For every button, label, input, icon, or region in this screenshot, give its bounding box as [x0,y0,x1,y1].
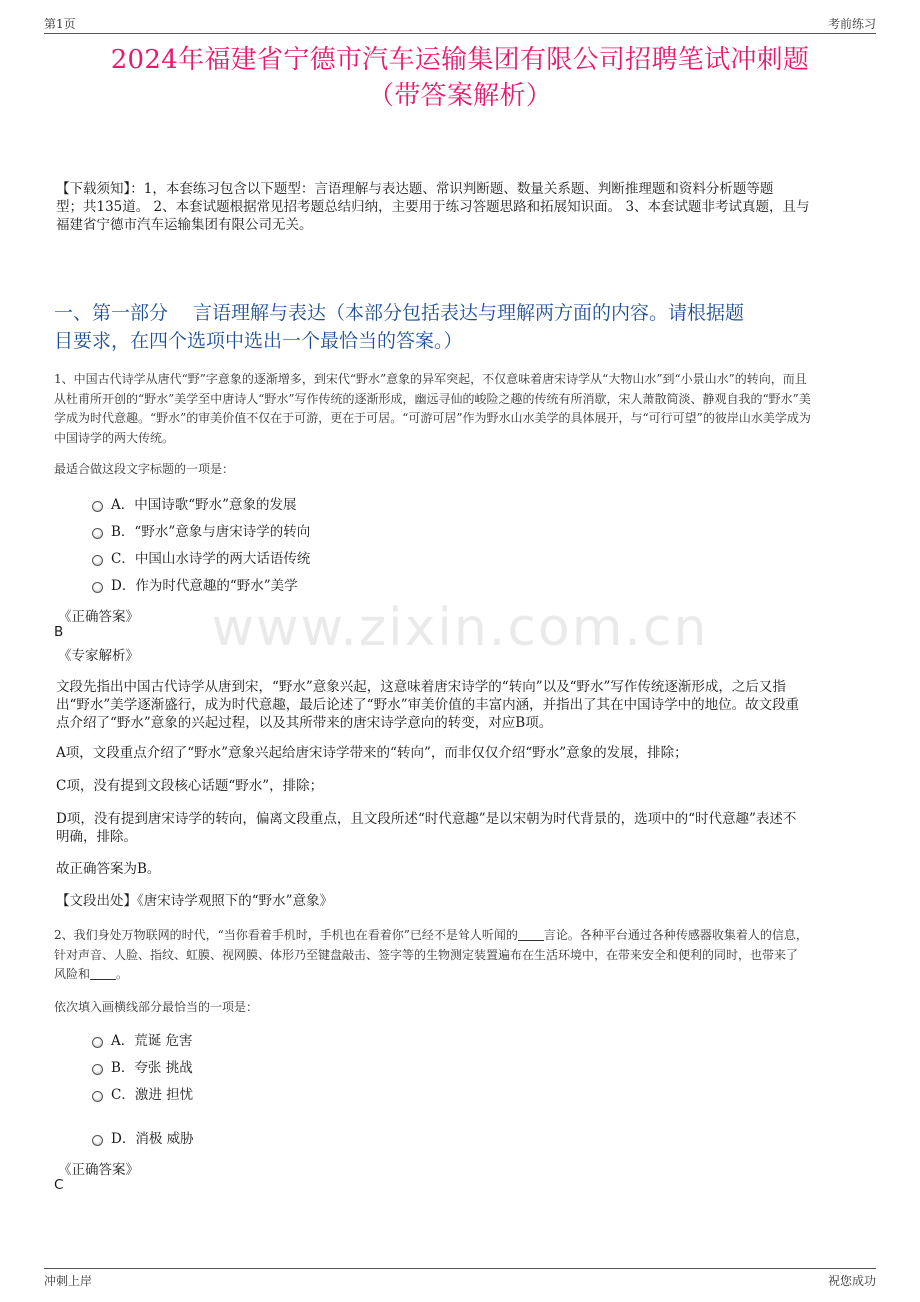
note-line: D项，没有提到唐宋诗学的转向，偏离文段重点，且文段所述“时代意趣”是以宋朝为时代背景的，选项中的“时代意趣”表述不 [56,811,797,827]
header-label: 考前练习 [827,17,876,31]
footer-left-label: 冲刺上岸 [44,1274,93,1288]
passage-text: 。 [116,967,129,981]
document-title: 2024年福建省宁德市汽车运输集团有限公司招聘笔试冲刺题 [110,45,810,75]
notice-line: 型；共135道。 2、本套试题根据常见招考题总结归纳，主要用于练习答题思路和拓展知识面。 3、本套试题非考试真题，且与 [56,199,810,215]
q1-option-d[interactable] [92,576,298,596]
q2-option-c[interactable] [92,1085,193,1105]
passage-text: 风险和 [54,967,91,981]
radio-icon[interactable] [92,528,103,539]
option-label: C．激进 担忧 [111,1087,194,1103]
passage-line [54,926,874,946]
radio-icon[interactable] [92,1037,103,1048]
passage-line: 1、中国古代诗学从唐代“野”字意象的逐渐增多，到宋代“野水”意象的异军突起，不仅意味着唐宋诗学从“大物山水”到“小景山水”的转向，而且 [54,372,807,386]
q1-option-a[interactable] [92,495,297,515]
radio-icon[interactable] [92,555,103,566]
radio-icon[interactable] [92,1064,103,1075]
option-label: B．“野水”意象与唐宋诗学的转向 [111,524,311,540]
q2-option-d[interactable] [92,1129,194,1149]
q1-note-c: C项，没有提到文段核心话题“野水”，排除； [56,778,324,794]
section-heading-line: 目要求，在四个选项中选出一个最恰当的答案。） [54,330,463,352]
passage-text: 言论。各种平台通过各种传感器收集着人的信息， [543,928,808,942]
q1-analysis-label: 《专家解析》 [58,648,139,664]
section-heading [54,299,744,355]
option-label: C．中国山水诗学的两大话语传统 [111,551,311,567]
analysis-line: 出“野水”美学逐渐盛行，成为时代意趣，最后论述了“野水”审美价值的丰富内涵，并指出了其在中国诗学中的地位。故文段重 [56,697,800,713]
option-label: A．中国诗歌“野水”意象的发展 [111,497,297,513]
download-notice [56,180,810,234]
analysis-line: 文段先指出中国古代诗学从唐到宋，“野水”意象兴起，这意味着唐宋诗学的“转向”以及“野水”写作传统逐渐形成，之后又指 [56,679,786,695]
q1-option-b[interactable] [92,522,310,542]
q2-answer: C [54,1177,64,1193]
radio-icon[interactable] [92,1135,103,1146]
q1-option-c[interactable] [92,549,310,569]
q1-note-d [56,810,796,846]
passage-line: 针对声音、人脸、指纹、虹膜、视网膜、体形乃至键盘敲击、签字等的生物测定装置遍布在生活环境中，在带来安全和便利的同时，也带来了 [54,947,799,962]
section-heading-line: 一、第一部分 言语理解与表达（本部分包括表达与理解两方面的内容。请根据题 [54,302,745,324]
q1-note-a: A项，文段重点介绍了“野水”意象兴起给唐宋诗学带来的“转向”，而非仅仅介绍“野水”意象的发展，排除； [56,745,688,761]
option-label: A．荒诞 危害 [111,1033,193,1049]
radio-icon[interactable] [92,1091,103,1102]
radio-icon[interactable] [92,582,103,593]
passage-line: 从杜甫所开创的“野水”美学至中唐诗人“野水”写作传统的逐渐形成，幽远寻仙的峻险之趣的传统有所消歇，宋人萧散简淡、静观自我的“野水”美 [54,391,811,406]
footer-divider [44,1268,876,1269]
q2-answer-label: 《正确答案》 [58,1162,139,1178]
notice-line: 福建省宁德市汽车运输集团有限公司无关。 [56,217,313,233]
q1-analysis [56,678,866,732]
analysis-line: 点介绍了“野水”意象的兴起过程，以及其所带来的唐宋诗学意向的转变，对应B项。 [56,715,553,731]
passage-line: 学成为时代意趣。“野水”的审美价值不仅在于可游，更在于可居。“可游可居”作为野水山水美学的具体展开，与“可行可望”的彼岸山水美学成为 [54,411,811,425]
q1-answer: B [54,624,64,640]
q1-source: 【文段出处】《唐宋诗学观照下的“野水”意象》 [56,893,334,909]
option-label: D．消极 威胁 [111,1131,194,1147]
passage-line: 中国诗学的两大传统。 [54,430,175,445]
option-label: B．夸张 挑战 [111,1060,193,1076]
footer-right-label: 祝您成功 [827,1274,876,1288]
passage-text: 2、我们身处万物联网的时代，“当你看着手机时，手机也在看着你”已经不是耸人听闻的 [54,928,518,942]
note-line: 明确，排除。 [56,829,137,845]
q1-answer-label: 《正确答案》 [58,609,139,625]
header-divider [44,33,876,34]
question-1-prompt: 最适合做这段文字标题的一项是： [54,462,235,476]
question-2-passage [54,926,874,985]
fill-blank [518,930,544,941]
question-1-passage [54,370,811,448]
passage-line [54,965,874,985]
document-subtitle: （带答案解析） [367,81,553,111]
option-label: D．作为时代意趣的“野水”美学 [111,578,298,594]
q1-conclusion: 故正确答案为B。 [56,861,161,877]
question-2-prompt: 依次填入画横线部分最恰当的一项是： [54,1000,259,1014]
radio-icon[interactable] [92,501,103,512]
notice-line: 【下载须知】：1，本套练习包含以下题型：言语理解与表达题、常识判断题、数量关系题、判断推理题和资料分析题等题 [56,181,774,197]
q2-option-a[interactable] [92,1031,193,1051]
fill-blank [90,969,116,980]
page-number: 第1页 [44,17,76,31]
watermark: www.zixin.com.cn [211,598,709,658]
q2-option-b[interactable] [92,1058,193,1078]
